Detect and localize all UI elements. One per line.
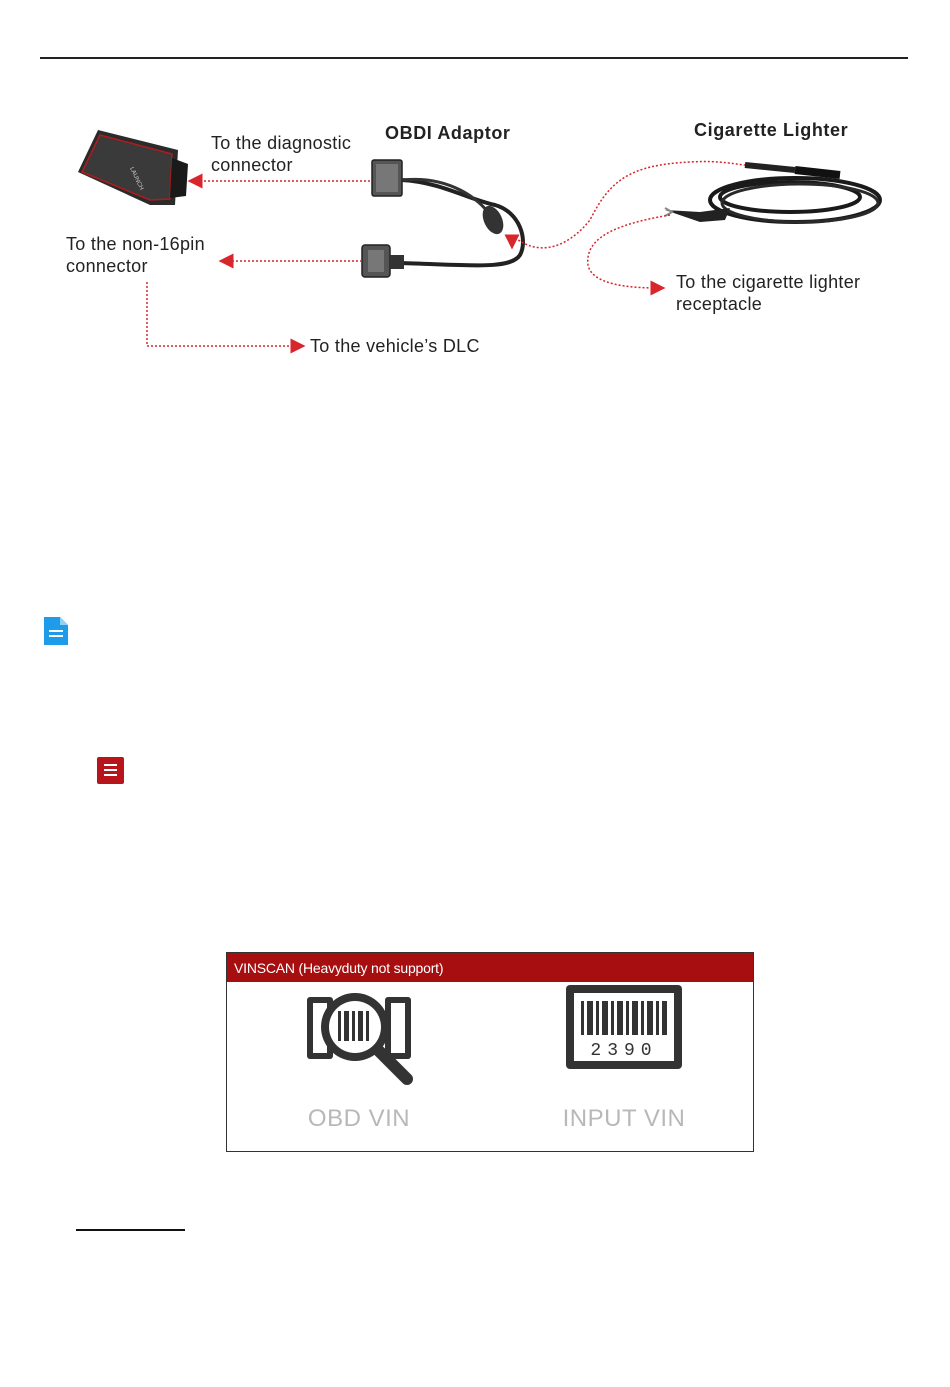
input-vin-label: INPUT VIN — [562, 1105, 686, 1132]
dongle-device — [78, 130, 188, 205]
label-to-vehicle-dlc: To the vehicle’s DLC — [310, 336, 480, 356]
note-icon — [44, 617, 68, 645]
cigarette-lighter-cable — [665, 165, 880, 222]
label-to-non16pin-connector: To the non-16pin connector — [66, 234, 205, 276]
obd-vin-option[interactable] — [259, 983, 459, 1143]
vinscan-panel — [226, 952, 754, 1152]
input-vin-icon — [524, 983, 724, 1093]
dongle-brand: LAUNCH — [128, 166, 145, 192]
input-vin-option[interactable] — [524, 983, 724, 1143]
label-to-cigarette-receptacle: To the cigarette lighter receptacle — [676, 272, 861, 314]
connection-diagram — [0, 0, 950, 380]
obd-vin-icon — [259, 983, 459, 1093]
obdi-adaptor-title: OBDI Adaptor — [385, 123, 511, 143]
barcode-digits: 2390 — [590, 1041, 658, 1061]
menu-icon — [97, 757, 124, 784]
obdi-adaptor-cable — [362, 160, 523, 277]
vinscan-header: VINSCAN (Heavyduty not support) — [227, 953, 753, 982]
section-underline — [76, 1229, 185, 1231]
obd-vin-label: OBD VIN — [307, 1105, 411, 1132]
label-to-diagnostic-connector: To the diagnostic connector — [211, 133, 352, 175]
cigarette-lighter-title: Cigarette Lighter — [694, 120, 849, 140]
